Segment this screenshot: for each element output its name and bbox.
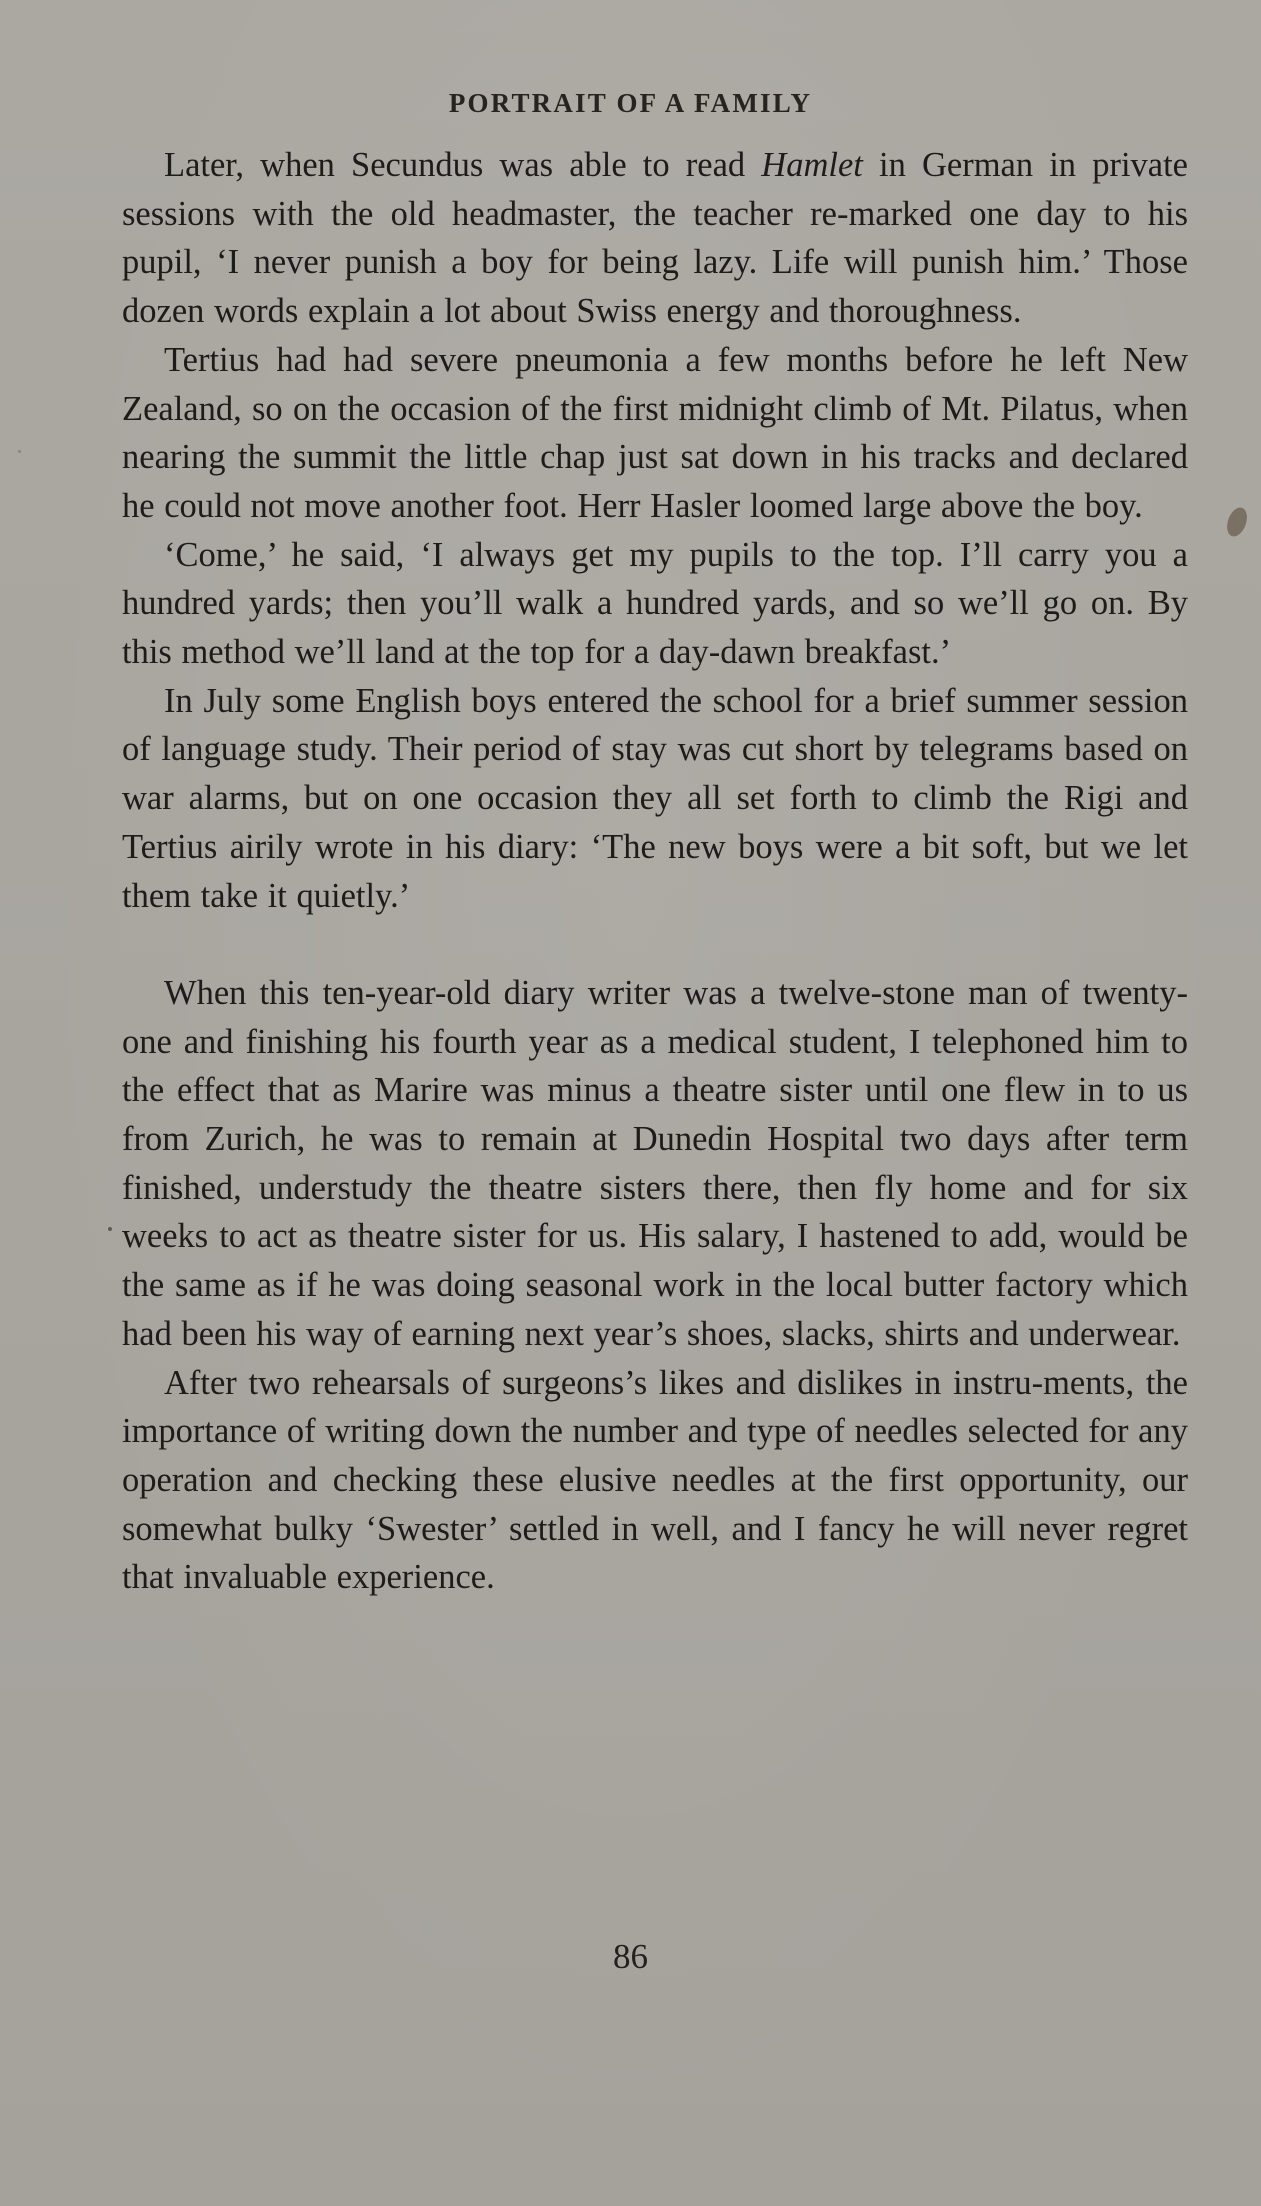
paper-speck: [18, 450, 21, 453]
paragraph-1-text-a: Later, when Secundus was able to read: [164, 146, 762, 184]
paragraph-4: In July some English boys entered the school for a brief summer session of language study. Their period of stay was cut short by telegrams based on war alarms, but on one occasion they all set forth to climb the Rigi and Tertius airily wrote in his diary: ‘The new boys were a bit soft, but we let them take it quietly.’: [122, 681, 1188, 915]
running-head: PORTRAIT OF A FAMILY: [448, 88, 813, 118]
paragraph-1-text-b: in German in private sessions with the old headmaster, the teacher re-marked one day to his pupil, ‘I never punish a boy for being lazy. Life will punish him.’ Those dozen words explain a lot about Swiss energy and thoroughness.: [122, 146, 1188, 331]
paragraph-2: Tertius had had severe pneumonia a few months before he left New Zealand, so on the occasion of the first midnight climb of Mt. Pilatus, when nearing the summit the little chap just sat down in his tracks and declared he could not move another foot. Herr Hasler loomed large above the boy.: [122, 340, 1188, 525]
book-title-hamlet: Hamlet: [761, 146, 863, 184]
paragraph-6: After two rehearsals of surgeons’s likes and dislikes in instru-ments, the importance of writing down the number and type of needles selected for any operation and checking these elusive needles at the first opportunity, our somewhat bulky ‘Swester’ settled in well, and I fancy he will never regret that invaluable experience.: [122, 1363, 1188, 1597]
paragraph-3: ‘Come,’ he said, ‘I always get my pupils to the top. I’ll carry you a hundred yards; then you’ll walk a hundred yards, and so we’ll go on. By this method we’ll land at the top for a day-dawn breakfast.’: [122, 535, 1188, 672]
paper-blemish: [1223, 505, 1250, 539]
paper-speck: [108, 1227, 112, 1231]
section-break: [122, 920, 1188, 969]
paragraph-5: When this ten-year-old diary writer was a twelve-stone man of twenty-one and finishing his fourth year as a medical student, I telephoned him to the effect that as Marire was minus a theatre sister until one flew in to us from Zurich, he was to remain at Dunedin Hospital two days after term finished, understudy the theatre sisters there, then fly home and for six weeks to act as theatre sister for us. His salary, I hastened to add, would be the same as if he was doing seasonal work in the local butter factory which had been his way of earning next year’s shoes, slacks, shirts and underwear.: [122, 973, 1188, 1353]
paragraph-1: [122, 141, 1188, 336]
body-text: [122, 141, 1188, 1602]
page-number: 86: [613, 1937, 648, 1976]
